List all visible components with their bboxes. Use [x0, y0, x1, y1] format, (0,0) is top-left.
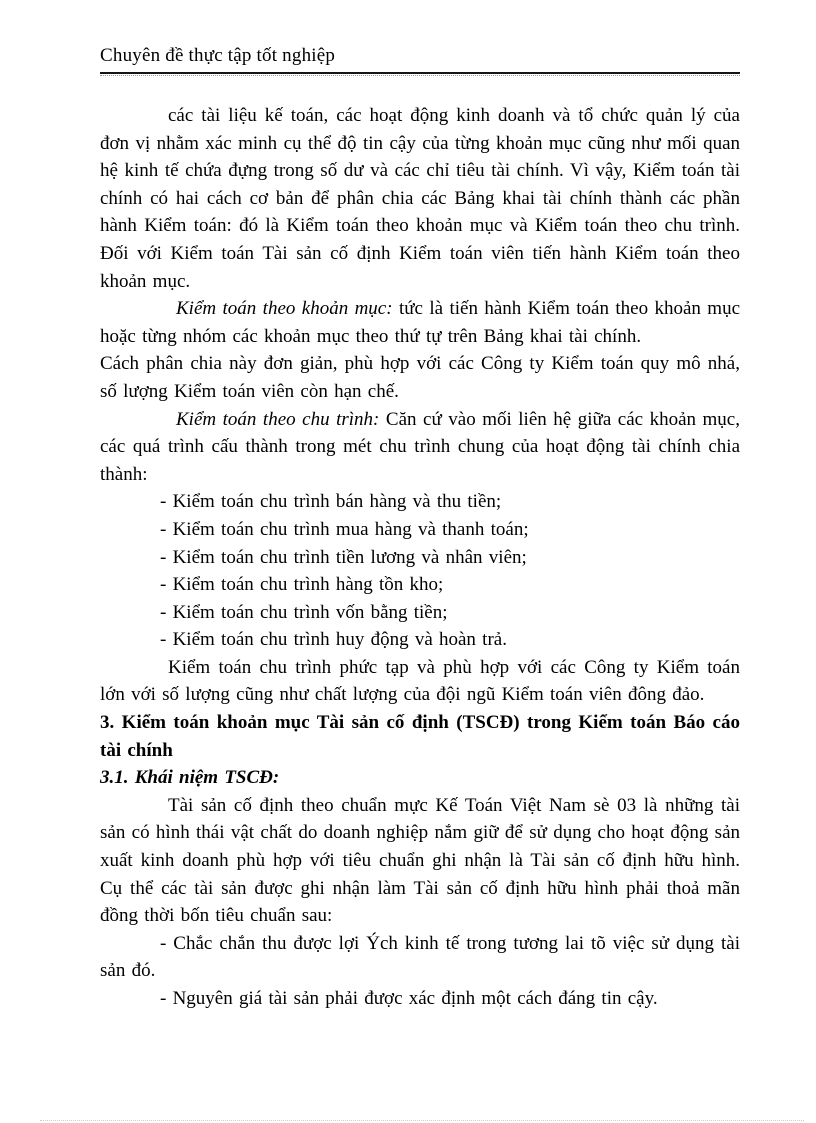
paragraph-chu-trinh-phuc-tap: Kiểm toán chu trình phức tạp và phù hợp với các Công ty Kiểm toán lớn với số lượng cũng như chất lượng của đội ngũ Kiểm toán viên đông đảo.	[100, 656, 740, 706]
header-rule-dotted	[100, 75, 740, 76]
section-heading-3: 3. Kiểm toán khoản mục Tài sản cố định (TSCĐ) trong Kiểm toán Báo cáo tài chính	[100, 712, 740, 761]
paragraph-chu-trinh-text: Căn cứ vào mối liên hệ giữa các khoản mục, các quá trình cấu thành trong mét chu trình chung của hoạt động tài chính chia thành:	[100, 408, 740, 485]
list-item-tien-luong: - Kiểm toán chu trình tiền lương và nhân viên;	[160, 546, 527, 568]
page-bottom-rule	[40, 1120, 804, 1121]
document-body	[100, 102, 740, 1013]
paragraph-intro: các tài liệu kế toán, các hoạt động kinh doanh và tổ chức quản lý của đơn vị nhằm xác minh cụ thể độ tin cậy của từng khoản mục cũng như mối quan hệ kinh tế chứa đựng trong số dư và các chỉ tiêu tài chính. Vì vậy, Kiểm toán tài chính có hai cách cơ bản để phân chia các Bảng khai tài chính thành các phần hành Kiểm toán: đó là Kiểm toán theo khoản mục và Kiểm toán theo chu trình. Đối với Kiểm toán Tài sản cố định Kiểm toán viên tiến hành Kiểm toán theo khoản mục.	[100, 105, 740, 292]
paragraph-khai-niem-tscd: Tài sản cố định theo chuẩn mực Kế Toán Việt Nam sè 03 là những tài sản có hình thái vật chất do doanh nghiệp nắm giữ để sử dụng cho hoạt động sản xuất kinh doanh phù hợp với tiêu chuẩn ghi nhận là Tài sản cố định hữu hình. Cụ thể các tài sản được ghi nhận làm Tài sản cố định hữu hình phải thoả mãn đồng thời bốn tiêu chuẩn sau:	[100, 794, 740, 927]
list-item-von-bang-tien: - Kiểm toán chu trình vốn bằng tiền;	[160, 601, 448, 623]
paragraph-khoan-muc-text: tức là tiến hành Kiểm toán theo khoản mục hoặc từng nhóm các khoản mục theo thứ tự trên Bảng khai tài chính.	[100, 298, 740, 347]
list-item-ban-hang: - Kiểm toán chu trình bán hàng và thu tiền;	[160, 491, 502, 513]
section-heading-3-1: 3.1. Khái niệm TSCĐ:	[100, 767, 280, 789]
term-kiem-toan-theo-chu-trinh: Kiểm toán theo chu trình:	[176, 408, 380, 430]
term-kiem-toan-theo-khoan-muc: Kiểm toán theo khoản mục:	[176, 298, 393, 320]
list-item-mua-hang: - Kiểm toán chu trình mua hàng và thanh toán;	[160, 518, 529, 540]
paragraph-chu-trinh	[100, 406, 740, 489]
list-item-nguyen-gia: - Nguyên giá tài sản phải được xác định một cách đáng tin cậy.	[160, 988, 658, 1009]
page-header	[100, 45, 740, 76]
header-title: Chuyên đề thực tập tốt nghiệp	[100, 45, 336, 66]
paragraph-khoan-muc	[100, 295, 740, 350]
header-rule	[100, 72, 740, 74]
list-item-huy-dong: - Kiểm toán chu trình huy động và hoàn trả.	[160, 629, 507, 651]
paragraph-cach-phan-chia: Cách phân chia này đơn giản, phù hợp với các Công ty Kiểm toán quy mô nhá, số lượng Kiểm toán viên còn hạn chế.	[100, 353, 740, 402]
list-item-hang-ton-kho: - Kiểm toán chu trình hàng tồn kho;	[160, 574, 444, 596]
list-item-loi-ich: - Chắc chắn thu được lợi Ých kinh tế trong tương lai tõ việc sử dụng tài sản đó.	[100, 932, 740, 982]
